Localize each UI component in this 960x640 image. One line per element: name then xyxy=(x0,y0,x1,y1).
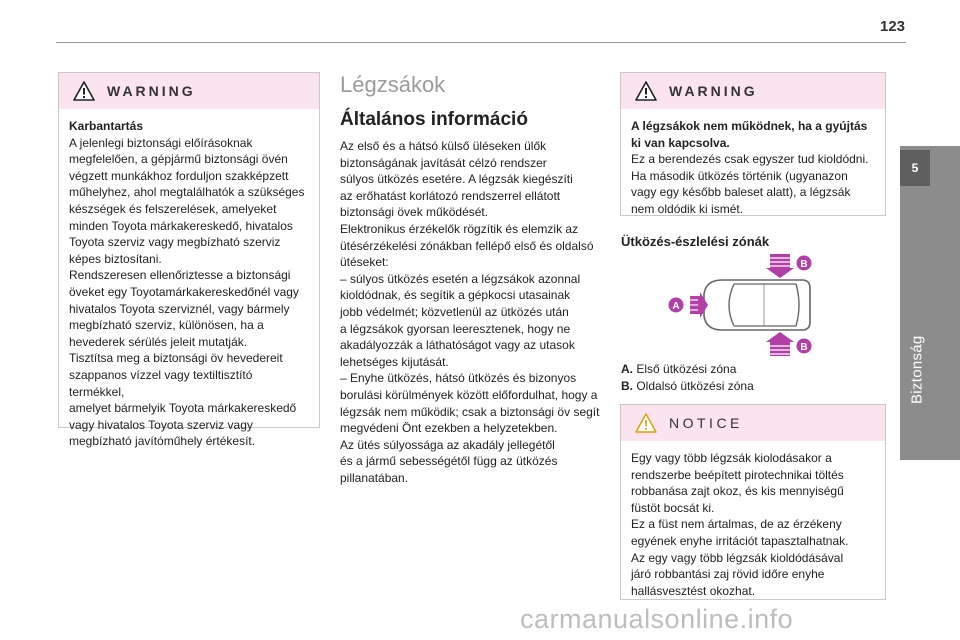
text-line: nem oldódik ki ismét. xyxy=(631,201,744,216)
text-line: súlyos ütközés esetére. A légzsák kiegészíti xyxy=(340,172,573,187)
text-line: Toyota szerviz vagy megbízható szerviz xyxy=(69,235,281,250)
warning-body xyxy=(621,109,885,218)
text-line: Az első és a hátsó külső üléseken ülők xyxy=(340,139,547,153)
warning-subtitle: Karbantartás xyxy=(69,119,144,133)
notice-box xyxy=(620,404,886,600)
text-line: végzett munkákhoz forduljon szakképzett xyxy=(69,168,289,183)
text-line: hallásvesztést okozhat. xyxy=(631,583,756,598)
warning-header xyxy=(621,73,885,109)
text-line: borulási körülmények között előfordulhat, hogy a xyxy=(340,387,598,402)
text-line: ki van kapcsolva. xyxy=(631,135,730,150)
text-line: – súlyos ütközés esetén a légzsákok azonnal xyxy=(340,271,581,286)
text-line: akadályozzák a láthatóságot vagy az utasok xyxy=(340,338,575,353)
text-line: minden Toyota márkakereskedő, hivatalos xyxy=(69,218,293,233)
text-line: készségek és felszerelések, amelyeket xyxy=(69,201,277,216)
text-line: – Enyhe ütközés, hátsó ütközés és bizonyos xyxy=(340,371,577,386)
text-line: jobb védelmét; közvetlenül az ütközés után xyxy=(340,304,569,319)
chapter-number: 5 xyxy=(900,150,930,186)
text-line: hevederek sérülés jeleit mutatják. xyxy=(69,334,248,349)
text-line: képes biztosítani. xyxy=(69,251,162,266)
text-line: füstöt bocsát ki. xyxy=(631,500,715,515)
text-line: a légzsákok gyorsan leeresztenek, hogy ne xyxy=(340,321,571,336)
text-line: amelyet bármelyik Toyota márkakereskedő xyxy=(69,401,297,416)
text-line: szappanos vízzel vagy textiltisztító termékkel, xyxy=(69,367,253,399)
text-line: Elektronikus érzékelők rögzítik és elemzik az xyxy=(340,221,579,236)
text-line: biztonságának javítását célzó rendszer xyxy=(340,155,547,170)
text-line: műhelyhez, ahol megtalálhatók a szükséges xyxy=(69,185,305,200)
legend-item xyxy=(621,361,754,378)
text-line: hivatalos Toyota szerviznél, vagy bármely xyxy=(69,301,290,316)
warning-body xyxy=(59,109,319,450)
warning-box-maintenance xyxy=(58,72,320,449)
section-body xyxy=(340,138,608,486)
header-rule xyxy=(56,42,906,43)
zone-b-label-top: B xyxy=(800,259,808,270)
text-line: ütésérzékelési zónákban fellépő első és oldalsó xyxy=(340,238,594,253)
notice-body xyxy=(621,441,885,599)
text-line: Ez a berendezés csak egyszer tud kioldódni. xyxy=(631,152,869,167)
section-subheading: Általános információ xyxy=(340,109,528,130)
legend-text: Oldalsó ütközési zóna xyxy=(636,378,754,393)
text-line: megbízható javítóműhely értékesít. xyxy=(69,434,256,449)
text-line: Az egy vagy több légzsák kioldódásával xyxy=(631,550,844,565)
text-line: lehetséges kijutását. xyxy=(340,354,449,369)
notice-title: NOTICE xyxy=(669,415,743,431)
text-line: vagy egy később baleset alatt), a légzsák xyxy=(631,185,851,200)
notice-triangle-icon xyxy=(635,413,657,433)
text-line: vagy hivatalos Toyota szerviz vagy xyxy=(69,417,253,432)
text-line: megfelelően, a gépjármű biztonsági övén xyxy=(69,152,288,167)
text-line: megbízható szerviz, különösen, ha a xyxy=(69,318,264,333)
warning-header xyxy=(59,73,319,109)
chapter-title: Biztonság xyxy=(908,335,926,405)
text-line: pillanatában. xyxy=(340,470,409,485)
text-line: Az ütés súlyossága az akadály jellegétől xyxy=(340,437,555,452)
text-line: légzsák nem működik; csak a biztonsági öv segít xyxy=(340,404,600,419)
warning-box-ignition xyxy=(620,72,886,216)
zones-heading: Ütközés-észlelési zónák xyxy=(621,234,770,249)
warning-bold-text xyxy=(631,118,875,151)
warning-text xyxy=(69,135,309,450)
text-line: Rendszeresen ellenőriztesse a biztonsági xyxy=(69,268,291,283)
text-line: és a jármű sebességétől függ az ütközés xyxy=(340,454,558,469)
legend-item xyxy=(621,378,754,395)
warning-text xyxy=(631,151,875,217)
text-line: A légzsákok nem működnek, ha a gyújtás xyxy=(631,119,868,133)
text-line: Egy vagy több légzsák kiolodásakor a xyxy=(631,451,832,465)
legend-key: B. xyxy=(621,378,633,393)
text-line: Ez a füst nem ártalmas, de az érzékeny xyxy=(631,517,842,532)
zone-b-label-bottom: B xyxy=(800,342,808,353)
text-line: megvédeni Önt ezekben a helyzetekben. xyxy=(340,421,558,436)
text-line: robbanása zajt okoz, és kis mennyiségű xyxy=(631,484,844,499)
zone-a-label: A xyxy=(672,301,680,312)
text-line: kioldódnak, és segítik a gépkocsi utasainak xyxy=(340,288,571,303)
text-line: egyének enyhe irritációt tapasztalhatnak. xyxy=(631,533,849,548)
text-line: rendszerbe beépített pirotechnikai töltés xyxy=(631,467,844,482)
warning-title: WARNING xyxy=(107,83,196,99)
section-title: Légzsákok xyxy=(340,72,446,97)
text-line: öveket egy Toyotamárkakereskedőnél vagy xyxy=(69,284,299,299)
impact-zones-diagram xyxy=(660,250,820,360)
car-outline-icon xyxy=(704,280,810,330)
legend-key: A. xyxy=(621,362,633,376)
side-impact-arrows-bottom-icon xyxy=(766,332,794,356)
page-number: 123 xyxy=(880,18,906,35)
watermark: carmanualsonline.info xyxy=(520,604,794,634)
zones-legend xyxy=(621,361,754,394)
text-line: A jelenlegi biztonsági előírásoknak xyxy=(69,135,253,150)
warning-triangle-icon xyxy=(73,81,95,101)
warning-triangle-icon xyxy=(635,81,657,101)
side-impact-arrows-top-icon xyxy=(766,254,794,278)
text-line: Ha második ütközés történik (ugyanazon xyxy=(631,168,848,183)
text-line: ütéseket: xyxy=(340,255,389,270)
text-line: járó robbantási zaj rövid időre enyhe xyxy=(631,567,825,582)
airbag-section xyxy=(340,72,608,486)
text-line: Tisztítsa meg a biztonsági öv hevedereit xyxy=(69,351,283,366)
legend-text: Első ütközési zóna xyxy=(636,362,737,376)
text-line: az erőhatást korlátozó rendszerrel ellátott xyxy=(340,188,561,203)
warning-title: WARNING xyxy=(669,83,758,99)
notice-header xyxy=(621,405,885,441)
text-line: biztonsági övek működését. xyxy=(340,205,489,220)
